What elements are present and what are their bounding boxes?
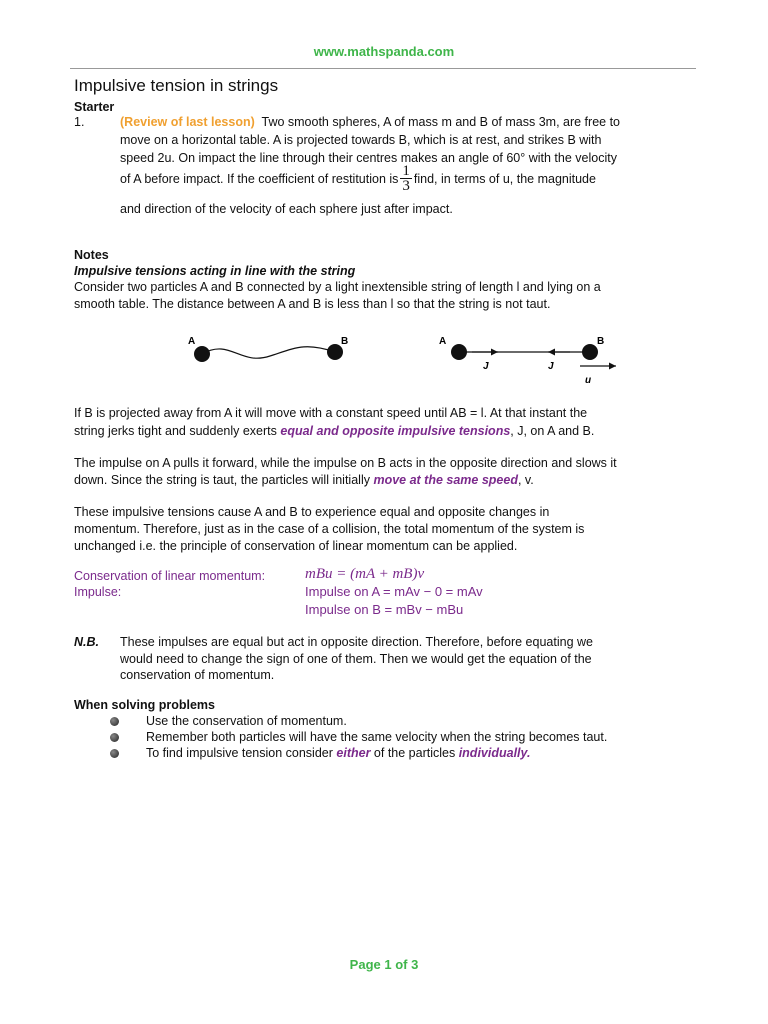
question-line-4 bbox=[120, 164, 596, 193]
notes-subheading: Impulsive tensions acting in line with the string bbox=[74, 264, 356, 278]
starter-text-4a: of A before impact. If the coefficient of restitution is bbox=[120, 171, 399, 186]
para-2-text-c: , J, on A and B. bbox=[510, 424, 595, 438]
para-3-emphasis: move at the same speed bbox=[373, 473, 518, 487]
starter-heading: Starter bbox=[74, 100, 115, 114]
para-3-line-2 bbox=[74, 473, 534, 487]
para-4-line-1: These impulsive tensions cause A and B to experience equal and opposite changes in bbox=[74, 505, 550, 519]
nb-line-2: would need to change the sign of one of them. Then we would get the equation of the bbox=[120, 652, 592, 666]
para-4-line-3: unchanged i.e. the principle of conservation of linear momentum can be applied. bbox=[74, 539, 518, 553]
string-diagram bbox=[180, 330, 640, 390]
starter-text-2: move on a horizontal table. A is projected towards B, which is at rest, and strikes B with bbox=[120, 133, 602, 147]
para-3-text-c: , v. bbox=[517, 473, 534, 487]
solving-heading: When solving problems bbox=[74, 698, 215, 712]
label-j-right: J bbox=[548, 361, 554, 372]
starter-text-3: speed 2u. On impact the line through their centres makes an angle of 60° with the velocity bbox=[120, 151, 617, 165]
impulse-a-equation: Impulse on A = mAv − 0 = mAv bbox=[305, 584, 483, 599]
impulse-b-equation: Impulse on B = mBv − mBu bbox=[305, 602, 464, 617]
label-j-left: J bbox=[483, 361, 489, 372]
notes-heading: Notes bbox=[74, 248, 109, 262]
para-2-emphasis: equal and opposite impulsive tensions bbox=[280, 424, 511, 438]
solving-item-3-individually: individually. bbox=[458, 746, 531, 760]
label-b-right: B bbox=[597, 336, 605, 347]
label-a-left: A bbox=[188, 336, 196, 347]
bullet-icon bbox=[110, 717, 119, 726]
para-3-line-1: The impulse on A pulls it forward, while the impulse on B acts in the opposite direction and slows it bbox=[74, 456, 617, 470]
para-2-line-2 bbox=[74, 424, 594, 438]
particle-a-left bbox=[194, 346, 210, 362]
restitution-fraction bbox=[400, 164, 412, 193]
nb-label: N.B. bbox=[74, 635, 99, 649]
para-2-line-1: If B is projected away from A it will move with a constant speed until AB = l. At that instant the bbox=[74, 406, 588, 420]
solving-item-3 bbox=[146, 746, 530, 760]
solving-item-3-text-a: To find impulsive tension consider bbox=[146, 746, 333, 760]
starter-text-5: and direction of the velocity of each sphere just after impact. bbox=[120, 202, 453, 216]
header-site-link[interactable]: www.mathspanda.com bbox=[313, 44, 455, 59]
bullet-icon bbox=[110, 749, 119, 758]
label-b-left: B bbox=[341, 336, 349, 347]
solving-item-2: Remember both particles will have the same velocity when the string becomes taut. bbox=[146, 730, 608, 744]
momentum-equation: mBu = (mA + mB)v bbox=[305, 566, 425, 582]
bullet-icon bbox=[110, 733, 119, 742]
question-number: 1. bbox=[74, 115, 85, 129]
impulse-label: Impulse: bbox=[74, 585, 122, 599]
solving-item-1: Use the conservation of momentum. bbox=[146, 714, 347, 728]
notes-para-1-line-1: Consider two particles A and B connected by a light inextensible string of length l and lying on a bbox=[74, 280, 601, 294]
label-u: u bbox=[585, 375, 592, 386]
page-title: Impulsive tension in strings bbox=[74, 76, 279, 95]
slack-string bbox=[202, 347, 335, 358]
particle-a-right bbox=[451, 344, 467, 360]
nb-line-3: conservation of momentum. bbox=[120, 668, 275, 682]
label-a-right: A bbox=[439, 336, 447, 347]
question-line-1 bbox=[120, 115, 620, 129]
review-tag: (Review of last lesson) bbox=[120, 115, 255, 129]
para-3-text-a: down. Since the string is taut, the particles will initially bbox=[74, 473, 370, 487]
momentum-label: Conservation of linear momentum: bbox=[74, 569, 266, 583]
nb-line-1: These impulses are equal but act in opposite direction. Therefore, before equating we bbox=[120, 635, 593, 649]
page-number: Page 1 of 3 bbox=[349, 957, 419, 972]
fraction-numerator: 1 bbox=[402, 163, 410, 179]
particle-b-right bbox=[582, 344, 598, 360]
solving-item-3-either: either bbox=[336, 746, 371, 760]
starter-text-4b: find, in terms of u, the magnitude bbox=[413, 171, 596, 186]
starter-text-1: Two smooth spheres, A of mass m and B of mass 3m, are free to bbox=[261, 115, 620, 129]
para-2-text-a: string jerks tight and suddenly exerts bbox=[74, 424, 277, 438]
header-divider bbox=[70, 68, 696, 69]
para-4-line-2: momentum. Therefore, just as in the case of a collision, the total momentum of the system is bbox=[74, 522, 585, 536]
fraction-denominator: 3 bbox=[402, 178, 410, 194]
notes-para-1-line-2: smooth table. The distance between A and B is less than l so that the string is not taut. bbox=[74, 297, 551, 311]
solving-item-3-text-c: of the particles bbox=[373, 746, 456, 760]
